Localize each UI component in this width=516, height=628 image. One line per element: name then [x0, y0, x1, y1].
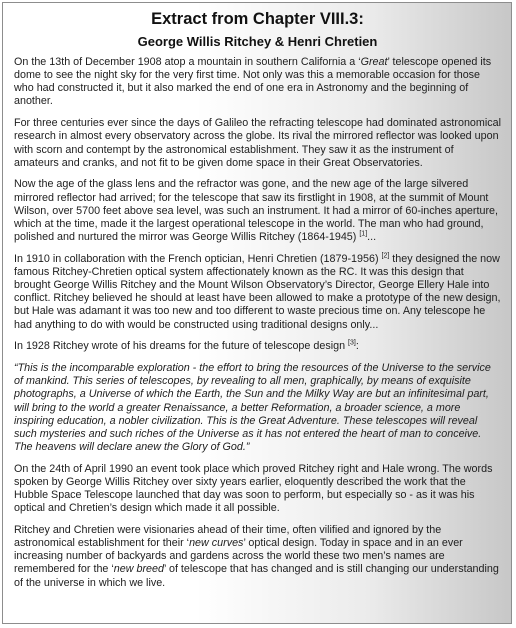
document-panel: [2, 2, 512, 624]
paragraph-5: In 1928 Ritchey wrote of his dreams for the future of telescope design [3]:: [14, 339, 359, 353]
document-subtitle: George Willis Ritchey & Henri Chretien: [137, 34, 378, 49]
document-title: Extract from Chapter VIII.3:: [151, 10, 364, 28]
paragraph-3: Now the age of the glass lens and the refractor was gone, and the new age of the large silvered mirrored reflector had arrived; for the telescope that saw its firstlight in 1908, at the summit of Mount Wilson, over 5700 feet above sea level, was such an instrument. It had a mirror of 60-inches aperture, which at the time, made it the largest operational telescope in the world. The man who had ground, polished and nurtured the mirror was George Willis Ritchey (1864-1945) [1]...: [14, 178, 498, 244]
footnote-ref-2: [2]: [381, 252, 390, 260]
paragraph-1: On the 13th of December 1908 atop a mountain in southern California a ‘Great’ telescope opened its dome to see the night sky for the very first time. Not only was this a memorable occasion for those who had constructed it, but it also marked the end of one era in Astronomy and the beginning of another.: [14, 56, 492, 108]
paragraph-6: On the 24th of April 1990 an event took place which proved Ritchey right and Hale wrong. The words spoken by George Willis Ritchey over sixty years earlier, eloquently described the work that the Hubble Space Telescope launched that day was soon to perform, but especially so - as it was his optical and Chretien’s design which made it all possible.: [14, 462, 493, 515]
ritchey-quote: “This is the incomparable exploration - the effort to bring the resources of the Universe to the service of mankind. This series of telescopes, by revealing to all men, graphically, by means of exquisite photographs, a Universe of which the Earth, the Sun and the Milky Way are but an infinitesimal part, will bring to the world a greater Renaissance, a better Reformation, a broader science, a more inspiring education, a nobler civilization. This is the Great Adventure. These telescopes will reveal such mysteries and such riches of the Universe as it has not entered the heart of man to conceive. The heavens will declare anew the Glory of God.”: [14, 362, 491, 454]
paragraph-2: For three centuries ever since the days of Galileo the refracting telescope had dominated astronomical research in almost every observatory across the globe. Its rival the mirrored reflector was looked upon with scorn and contempt by the astronomical establishment. They saw it as the instrument of amateurs and cranks, and not fit to be given dome space in their Great Observatories.: [14, 117, 501, 169]
footnote-ref-3: [3]: [348, 339, 356, 347]
footnote-ref-1: [1]: [359, 230, 368, 238]
paragraph-4: In 1910 in collaboration with the French optician, Henri Chretien (1879-1956) [2] they designed the now famous Ritchey-Chretien optical system affectionately known as the RC. It was this design that brought George Willis Ritchey and the Mount Wilson Observatory’s Director, George Ellery Hale into conflict. Ritchey believed he should at least have been allowed to make a prototype of the new design, but Hale was adamant it was too new and too different to waste precious time on. Any telescope he had anything to do with would be constructed using traditional designs only...: [14, 252, 501, 331]
paragraph-7: Ritchey and Chretien were visionaries ahead of their time, often vilified and ignored by the astronomical establishment for their ‘new curves’ optical design. Today in space and in an ever increasing number of backyards and gardens across the world these two men’s names are remembered for the ‘new breed’ of telescope that has changed and is still changing our understanding of the universe in which we live.: [14, 524, 499, 589]
